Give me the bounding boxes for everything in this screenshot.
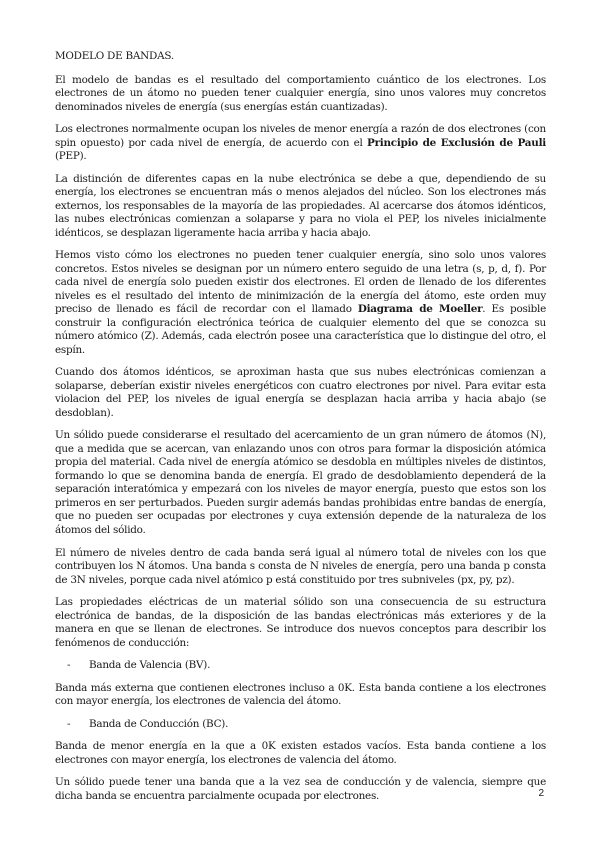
paragraph-6: Un sólido puede considerarse el resultado del acercamiento de un gran número de átomos (N), que a medida que se acercan, van enlazando unos con otros para formar la disposición atómica propia del material. Cada nivel de energía atómico se desdobla en múltiples niveles de distintos, formando lo que se denomina banda de energía. El grado de desdoblamiento dependerá de la separación interatómica y empezará con los niveles de mayor energía, puesto que estos son los primeros en ser perturbados. Pueden surgir además bandas prohibidas entre bandas de energía, que no pueden ser ocupadas por electrones y cuya extensión depende de la naturaleza de los átomos del sólido. [55,429,546,536]
paragraph-3: La distinción de diferentes capas en la nube electrónica se debe a que, dependiendo de su energía, los electrones se encuentran más o menos alejados del núcleo. Son los electrones más externos, los responsables de la mayoría de las propiedades. Al acercarse dos átomos idénticos, las nubes electrónicas comienzan a solaparse y para no viola el PEP, los niveles inicialmente idénticos, se desplazan ligeramente hacia arriba y hacia abajo. [55,172,546,239]
paragraph-7: El número de niveles dentro de cada banda será igual al número total de niveles con los que contribuyen los N átomos. Una banda s consta de N niveles de energía, pero una banda p consta de 3N niveles, porque cada nivel atómico p está constituido por tres subniveles (px, py, pz). [55,546,546,586]
paragraph-8: Las propiedades eléctricas de un material sólido son una consecuencia de su estructura electrónica de bandas, de la disposición de las bandas electrónicas más exteriores y de la manera en que se llenan de electrones. Se introduce dos nuevos conceptos para describir los fenómenos de conducción: [55,596,546,649]
paragraph-2-text-b: (PEP). [55,150,87,163]
list-item-valence-band: - Banda de Valencia (BV). [67,659,546,673]
paragraph-9: Banda más externa que contienen electrones incluso a 0K. Esta banda contiene a los electrones con mayor energía, los electrones de valencia del átomo. [55,681,546,708]
paragraph-11: Un sólido puede tener una banda que a la vez sea de conducción y de valencia, siempre que dicha banda se encuentra parcialmente ocupada por electrones. [55,776,546,802]
paragraph-4-text-a: Hemos visto cómo los electrones no pueden tener cualquier energía, sino solo unos valores concretos. Estos niveles se designan por un número entero seguido de una letra (s, p, d, f). Por cada nivel de energía solo pueden existir dos electrones. El orden de llenado de los diferentes niveles es el resultado del intento de minimización de la energía del átomo, este orden muy preciso de llenado es fácil de recordar con el llamado [55,249,546,316]
bullet-list-valence [55,659,546,673]
paragraph-2-text-a: Los electrones normalmente ocupan los niveles de menor energía a razón de dos electrones (con spin opuesto) por cada nivel de energía, de acuerdo con el [55,123,546,149]
document-page [55,50,546,812]
paragraph-10: Banda de menor energía en la que a 0K existen estados vacíos. Esta banda contiene a los electrones con mayor energía, los electrones de valencia del átomo. [55,740,546,766]
paragraph-5: Cuando dos átomos idénticos, se aproximan hasta que sus nubes electrónicas comienzan a solaparse, deberían existir niveles energéticos con cuatro electrones por nivel. Para evitar esta violacion del PEP, los niveles de igual energía se desplazan hacia arriba y hacia abajo (se desdoblan). [55,366,546,419]
document-heading: MODELO DE BANDAS. [55,50,174,62]
page-number: 2 [538,788,544,799]
pauli-principle-term: Principio de Exclusión de Pauli [367,136,546,149]
paragraph-4 [55,249,546,357]
list-item-conduction-band: - Banda de Conducción (BC). [67,718,546,732]
bullet-list-conduction [55,718,546,732]
paragraph-1: El modelo de bandas es el resultado del comportamiento cuántico de los electrones. Los electrones de un átomo no pueden tener cualquier energía, sino unos valores muy concretos denominados niveles de energía (sus energías están cuantizadas). [55,73,546,113]
paragraph-4-text-b: . Es posible construir la configuración electrónica teórica de cualquier elemento del que se conozca su número atómico (Z). Además, cada electrón posee una característica que lo distingue del otro, el espín. [55,303,546,356]
paragraph-2 [55,123,546,164]
moeller-diagram-term: Diagrama de Moeller [357,303,483,316]
